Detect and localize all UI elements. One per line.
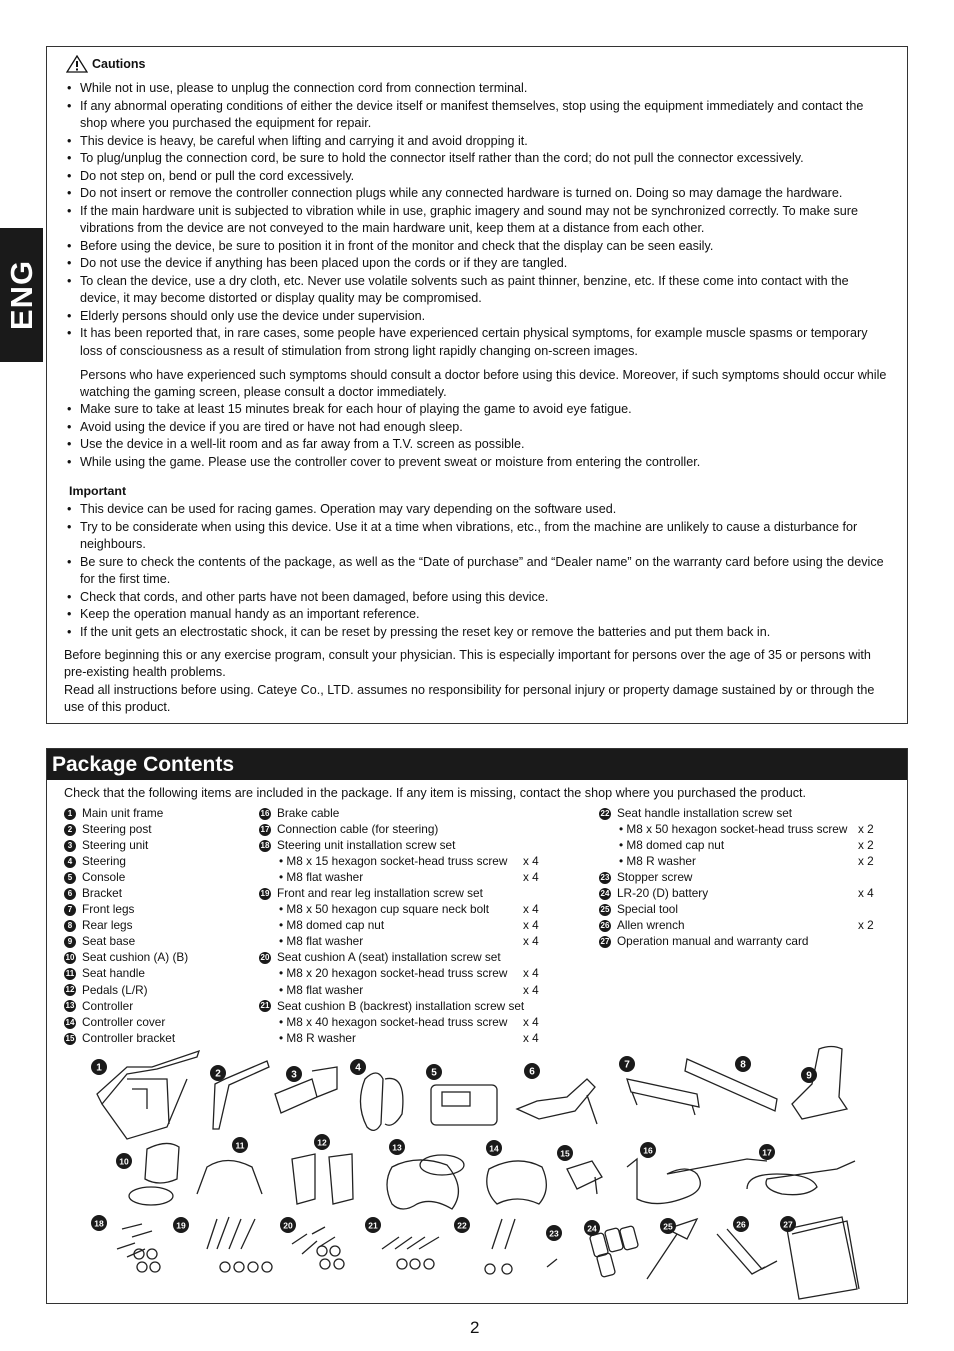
item-number-badge: 20 bbox=[260, 953, 270, 963]
figure-number: 16 bbox=[643, 1145, 653, 1156]
item-number-badge: 14 bbox=[65, 1017, 75, 1027]
bullet-item: • Avoid using the device if you are tired or have not had enough sleep. bbox=[67, 419, 891, 437]
item-label: • M8 R washer bbox=[279, 1030, 356, 1045]
item-label: Stopper screw bbox=[617, 870, 693, 885]
item-label: Steering bbox=[82, 854, 126, 869]
figure-number: 21 bbox=[368, 1220, 378, 1231]
item-number-badge: 8 bbox=[64, 920, 76, 932]
bullet-item: • Make sure to take at least 15 minutes break for each hour of playing the game to avoid eye fatigue. bbox=[67, 401, 891, 419]
item-label: • M8 domed cap nut bbox=[279, 918, 385, 933]
manual-drawing bbox=[787, 1217, 857, 1299]
item-label: Console bbox=[82, 870, 126, 885]
item-number-badge: 19 bbox=[260, 889, 270, 899]
item-quantity: x 4 bbox=[523, 918, 539, 933]
bullet-item: • To clean the device, use a dry cloth, etc. Never use volatile solvents such as paint thinner, benzine, etc. If these come into contact with the device, it may become distorted or display quality may be compromised. bbox=[67, 273, 891, 308]
item-quantity: x 2 bbox=[858, 838, 874, 853]
item-number-badge: 10 bbox=[65, 953, 75, 963]
cautions-heading: Cautions bbox=[66, 55, 145, 73]
bullet-item: • While not in use, please to unplug the connection cord from connection terminal. bbox=[67, 80, 891, 98]
item-label: • M8 flat washer bbox=[279, 870, 364, 885]
package-contents-title: Package Contents bbox=[47, 749, 907, 780]
pedals-drawing bbox=[292, 1154, 353, 1204]
bullet-item: • Do not insert or remove the controller connection plugs while any connected hardware is turned on. Doing so may damage the hardware. bbox=[67, 185, 891, 203]
item-label: Controller bbox=[82, 998, 134, 1013]
bullet-item: • Check that cords, and other parts have not been damaged, before using this device. bbox=[67, 589, 891, 607]
item-number-badge: 2 bbox=[64, 824, 76, 836]
figure-number: 3 bbox=[291, 1069, 297, 1081]
cautions-box bbox=[46, 46, 908, 724]
item-label: Allen wrench bbox=[617, 918, 685, 933]
item-label: Steering unit installation screw set bbox=[277, 838, 456, 853]
bullet-item: • To plug/unplug the connection cord, be sure to hold the connector itself rather than the cord; do not pull the connector excessively. bbox=[67, 150, 891, 168]
item-label: Seat base bbox=[82, 934, 136, 949]
stopper-screw-drawing bbox=[547, 1259, 557, 1267]
item-number-badge: 23 bbox=[600, 873, 610, 883]
figure-number: 12 bbox=[317, 1137, 327, 1148]
item-label: Pedals (L/R) bbox=[82, 982, 148, 997]
figure-number: 26 bbox=[736, 1219, 746, 1230]
controller-drawing bbox=[387, 1160, 458, 1209]
item-label: • M8 x 50 hexagon socket-head truss screw bbox=[619, 822, 848, 837]
item-number-badge: 4 bbox=[64, 856, 76, 868]
item-quantity: x 4 bbox=[523, 902, 539, 917]
bullet-item: • If the unit gets an electrostatic shock, it can be reset by pressing the reset key or remove the batteries and put them back in. bbox=[67, 624, 891, 642]
item-quantity: x 4 bbox=[523, 1014, 539, 1029]
bullet-item: • While using the game. Please use the controller cover to prevent sweat or moisture from entering the controller. bbox=[67, 454, 891, 472]
bullet-item: • If the main hardware unit is subjected to vibration while in use, graphic imagery and sound may not be synchronized correctly. To make sure vibrations from the device are not conveyed to the main hardware unit, keep them at a distance from each other. bbox=[67, 203, 891, 238]
item-number-badge: 16 bbox=[260, 808, 270, 818]
bullet-item: • It has been reported that, in rare cases, some people have experienced certain physical symptoms, for example muscle spasms or temporary loss of consciousness as a result of stimulation from strong light rapidly changing on-screen images. bbox=[67, 325, 891, 360]
physician-note: Before beginning this or any exercise program, consult your physician. This is especially important for persons over the age of 35 or persons with pre-existing health problems. bbox=[64, 648, 871, 680]
item-quantity: x 4 bbox=[523, 982, 539, 997]
figure-number: 11 bbox=[235, 1140, 245, 1151]
item-label: LR-20 (D) battery bbox=[617, 886, 709, 901]
figure-number: 22 bbox=[457, 1220, 467, 1231]
item-number-badge: 11 bbox=[65, 969, 75, 979]
item-number-badge: 9 bbox=[64, 936, 76, 948]
front-legs-drawing bbox=[627, 1079, 699, 1115]
item-label: Brake cable bbox=[277, 806, 340, 820]
item-label: • M8 x 50 hexagon cup square neck bolt bbox=[279, 902, 490, 917]
item-label: Seat cushion (A) (B) bbox=[82, 950, 189, 965]
bullet-item: • This device can be used for racing games. Operation may vary depending on the software used. bbox=[67, 501, 891, 519]
item-number-badge: 7 bbox=[64, 904, 76, 916]
item-number-badge: 18 bbox=[260, 840, 270, 850]
item-number-badge: 17 bbox=[260, 824, 270, 834]
bullet-item: • Be sure to check the contents of the package, as well as the “Date of purchase” and “Dealer name” on the warranty card before using the device for the first time. bbox=[67, 554, 891, 589]
item-label: Controller bracket bbox=[82, 1030, 176, 1045]
item-number-badge: 13 bbox=[65, 1001, 75, 1011]
item-label: Special tool bbox=[617, 902, 678, 917]
seat-base-drawing bbox=[792, 1047, 847, 1120]
page-number: 2 bbox=[470, 1318, 480, 1337]
item-label: Bracket bbox=[82, 886, 122, 901]
package-contents-intro: Check that the following items are included in the package. If any item is missing, contact the shop where you purchased the product. bbox=[64, 786, 807, 800]
steering-unit-drawing bbox=[275, 1067, 337, 1113]
figure-number: 8 bbox=[740, 1059, 746, 1071]
language-tab: ENG bbox=[0, 228, 43, 362]
item-quantity: x 2 bbox=[858, 854, 874, 869]
figure-number: 9 bbox=[806, 1070, 812, 1082]
item-label: Seat cushion A (seat) installation screw set bbox=[277, 950, 501, 965]
item-quantity: x 4 bbox=[523, 934, 539, 949]
cautions-list-2 bbox=[67, 401, 891, 471]
seat-cushion-drawing bbox=[145, 1143, 179, 1183]
item-label: • M8 domed cap nut bbox=[619, 838, 725, 853]
item-label: Seat cushion B (backrest) installation screw set bbox=[277, 998, 525, 1013]
item-label: Rear legs bbox=[82, 918, 133, 933]
item-label: Operation manual and warranty card bbox=[617, 934, 809, 949]
figure-number: 20 bbox=[283, 1220, 293, 1231]
item-label: Controller cover bbox=[82, 1014, 166, 1029]
figure-number: 10 bbox=[119, 1156, 129, 1167]
figure-number: 6 bbox=[529, 1066, 535, 1078]
item-number-badge: 27 bbox=[600, 937, 610, 947]
item-number-badge: 21 bbox=[260, 1001, 270, 1011]
figure-number: 4 bbox=[355, 1062, 361, 1074]
bullet-item: • If any abnormal operating conditions of either the device itself or manifest themselves, stop using the equipment immediately and contact the shop where you purchased the equipment for repair. bbox=[67, 98, 891, 133]
washers-drawing bbox=[134, 1246, 512, 1274]
figure-number: 23 bbox=[549, 1228, 559, 1239]
figure-number: 15 bbox=[560, 1148, 570, 1159]
item-label: • M8 x 15 hexagon socket-head truss screw bbox=[279, 854, 508, 869]
item-label: Steering unit bbox=[82, 838, 149, 853]
liability-note: Read all instructions before using. Cateye Co., LTD. assumes no responsibility for personal injury or property damage sustained by or through the use of this product. bbox=[64, 683, 875, 715]
item-number-badge: 22 bbox=[600, 808, 610, 818]
cautions-continuation: Persons who have experienced such symptoms should consult a doctor before using this device. Moreover, if such symptoms should occur while watching the gaming screen, please consult a doctor immediately. bbox=[80, 368, 887, 400]
item-label: Front and rear leg installation screw set bbox=[277, 886, 483, 901]
item-quantity: x 2 bbox=[858, 822, 874, 837]
figure-number: 2 bbox=[215, 1068, 221, 1080]
bullet-item: • Before using the device, be sure to position it in front of the monitor and check that the display can be seen easily. bbox=[67, 238, 891, 256]
figure-number: 5 bbox=[431, 1067, 437, 1079]
item-quantity: x 4 bbox=[523, 870, 539, 885]
brake-cable-drawing bbox=[627, 1159, 767, 1204]
item-label: Front legs bbox=[82, 902, 135, 917]
item-number-badge: 25 bbox=[600, 905, 610, 915]
item-quantity: x 4 bbox=[523, 854, 539, 869]
steering-drawing bbox=[360, 1073, 402, 1130]
item-label: Connection cable (for steering) bbox=[277, 822, 439, 837]
important-list bbox=[67, 501, 891, 641]
warning-icon bbox=[66, 55, 88, 73]
item-label: • M8 x 20 hexagon socket-head truss screw bbox=[279, 966, 508, 981]
figure-number: 1 bbox=[96, 1062, 102, 1074]
important-heading: Important bbox=[69, 484, 127, 498]
figure-number: 14 bbox=[489, 1143, 499, 1154]
bullet-item: • Elderly persons should only use the device under supervision. bbox=[67, 308, 891, 326]
item-number-badge: 26 bbox=[600, 921, 610, 931]
figure-number: 25 bbox=[663, 1221, 673, 1232]
item-quantity: x 4 bbox=[523, 966, 539, 981]
figure-number: 19 bbox=[176, 1220, 186, 1231]
figure-number: 18 bbox=[94, 1218, 104, 1229]
bracket-drawing bbox=[517, 1079, 597, 1124]
bullet-item: • Keep the operation manual handy as an important reference. bbox=[67, 606, 891, 624]
parts-illustration bbox=[47, 749, 907, 1303]
item-number-badge: 5 bbox=[64, 872, 76, 884]
item-label: • M8 flat washer bbox=[279, 934, 364, 949]
item-label: Main unit frame bbox=[82, 806, 164, 820]
figure-number: 17 bbox=[762, 1147, 772, 1158]
item-number-badge: 6 bbox=[64, 888, 76, 900]
controller-bracket-drawing bbox=[567, 1161, 602, 1194]
item-label: • M8 flat washer bbox=[279, 982, 364, 997]
item-number-badge: 3 bbox=[64, 840, 76, 852]
bullet-item: • Use the device in a well-lit room and as far away from a T.V. screen as possible. bbox=[67, 436, 891, 454]
main-frame-drawing bbox=[97, 1051, 199, 1139]
figure-number: 24 bbox=[587, 1223, 597, 1234]
item-number-badge: 1 bbox=[64, 808, 76, 820]
item-quantity: x 4 bbox=[858, 886, 874, 901]
package-contents-box bbox=[46, 748, 908, 1304]
controller-cover-drawing bbox=[487, 1161, 547, 1204]
item-quantity: x 2 bbox=[858, 918, 874, 933]
bullet-item: • Do not use the device if anything has been placed upon the cords or if they are tangled. bbox=[67, 255, 891, 273]
cautions-list bbox=[67, 80, 891, 360]
item-number-badge: 12 bbox=[65, 985, 75, 995]
console-drawing bbox=[431, 1085, 497, 1125]
item-label: Steering post bbox=[82, 822, 152, 837]
figure-number: 13 bbox=[392, 1142, 402, 1153]
item-label: • M8 x 40 hexagon socket-head truss screw bbox=[279, 1014, 508, 1029]
seat-handle-drawing bbox=[197, 1161, 262, 1195]
item-number-badge: 15 bbox=[65, 1033, 75, 1043]
bullet-item: • Do not step on, bend or pull the cord excessively. bbox=[67, 168, 891, 186]
item-number-badge: 24 bbox=[600, 889, 610, 899]
item-label: • M8 R washer bbox=[619, 854, 696, 869]
item-label: Seat handle bbox=[82, 966, 145, 981]
figure-number: 7 bbox=[624, 1059, 630, 1071]
item-quantity: x 4 bbox=[523, 1030, 539, 1045]
bullet-item: • This device is heavy, be careful when lifting and carrying it and avoid dropping it. bbox=[67, 133, 891, 151]
figure-number: 27 bbox=[783, 1219, 793, 1230]
item-label: Seat handle installation screw set bbox=[617, 806, 793, 820]
allen-wrench-drawing bbox=[717, 1229, 777, 1274]
connection-cable-drawing bbox=[747, 1161, 855, 1195]
bullet-item: • Try to be considerate when using this device. Use it at a time when vibrations, etc., from the machine are unlikely to cause a disturbance for neighbours. bbox=[67, 519, 891, 554]
